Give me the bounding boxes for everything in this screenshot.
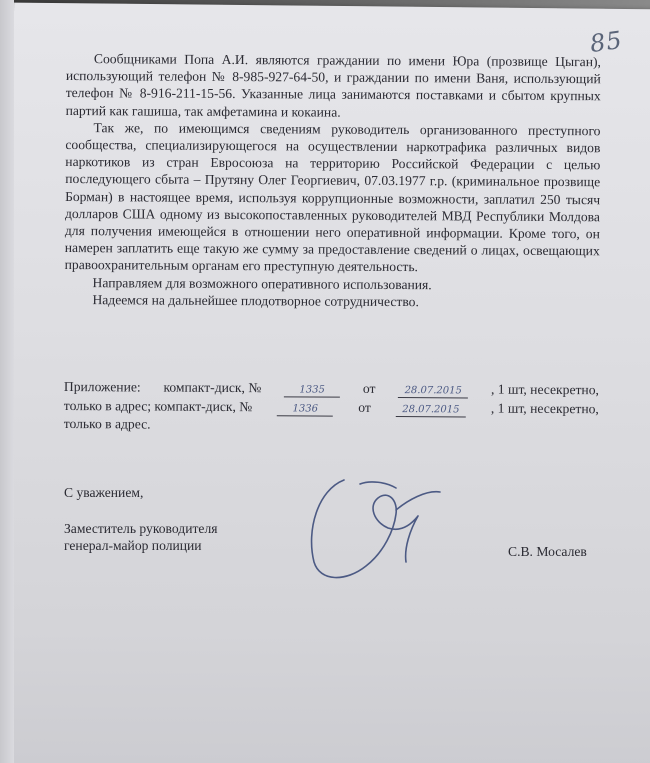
appendix-label: Приложение:: [63, 378, 141, 395]
appendix-item2-date-prefix: от: [358, 399, 371, 415]
paragraph-accomplices: Сообщниками Попа А.И. являются граждании по имени Юра (прозвище Цыган), использующий телефон № 8-985-927-64-50, и граждании по имени Ваня, использующий телефон № 8-916-211-15-56. Указанные лица занимаются поставками и сбытом крупных партий как гашиша, так амфетамина и кокаина.: [65, 51, 601, 120]
handwritten-disk-number-1: 1335: [284, 384, 340, 397]
closing-phrase: С уважением,: [64, 485, 144, 500]
paragraph-leader: Так же, по имеющимся сведениям руководитель организованного преступного сообщества, специализирующегося на осуществлении наркотрафика различных видов наркотиков из стран Евросоюза на территорию Российской Федерации с целью последующего сбыта – Прутяну Олег Георгиевич, 07.03.1977 г.р. (криминальное прозвище Борман) в настоящее время, используя коррупционные возможности, заплатил 250 тысяч долларов США одному из высокопоставленных руководителей МВД Республики Молдова для получения имеющейся в отношении него оперативной информации. Кроме того, он намерен заплатить еще такую же сумму за предоставление сведений о лицах, освещающих правоохранительным органам его преступную деятельность.: [64, 119, 601, 275]
paragraph-cooperation: Надеемся на дальнейшее плодотворное сотрудничество.: [92, 292, 419, 310]
appendix-item1-date-prefix: от: [362, 380, 376, 396]
position-line-1: Заместитель руководителя: [64, 521, 218, 536]
signer-position: [64, 520, 217, 554]
appendix-block: [64, 378, 599, 437]
appendix-item1-prefix: компакт-диск, №: [163, 379, 262, 396]
handwritten-date-2: 28.07.2015: [396, 404, 466, 417]
position-line-2: генерал-майор полиции: [64, 538, 202, 553]
appendix-item1-suffix: , 1 шт, несекретно,: [490, 381, 599, 398]
handwritten-disk-number-2: 1336: [277, 403, 333, 416]
handwritten-page-number: 85: [588, 25, 625, 59]
letter-body: [64, 50, 601, 311]
signer-name: С.В. Мосалев: [508, 544, 587, 559]
appendix-item2-suffix: , 1 шт, несекретно,: [490, 400, 599, 416]
underlying-page-edge: [0, 0, 14, 763]
appendix-line2-prefix: только в адрес; компакт-диск, №: [63, 397, 253, 414]
handwritten-signature: [300, 470, 450, 590]
paragraph-sending: Направляем для возможного оперативного использования.: [92, 274, 432, 292]
appendix-line-3: только в адрес.: [63, 415, 151, 432]
handwritten-date-1: 28.07.2015: [398, 385, 468, 398]
